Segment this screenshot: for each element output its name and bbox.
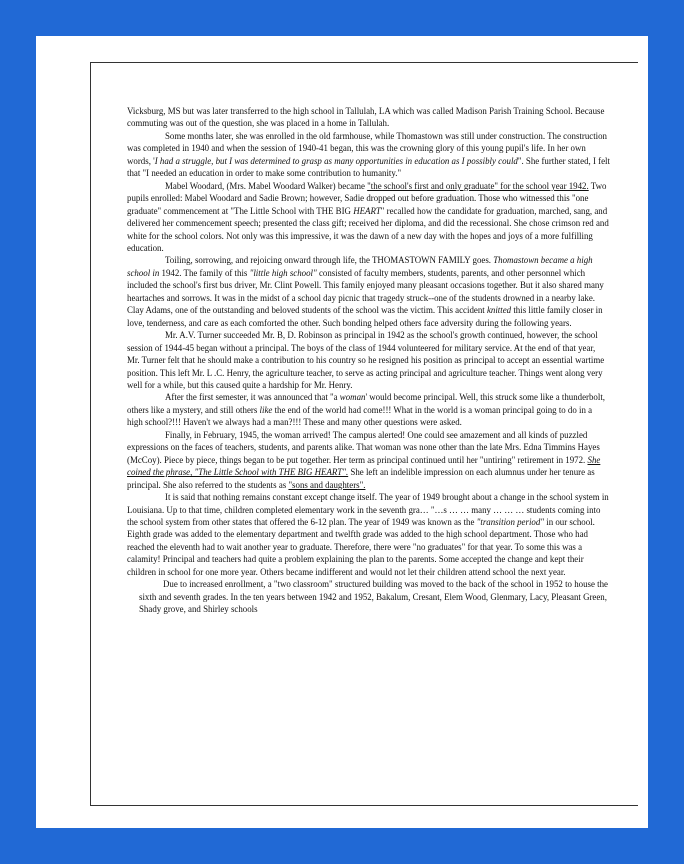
- paragraph: [127, 105, 610, 130]
- text-span: ". She further stated, I felt that "I needed an education in order to make some contribution to humanity.": [127, 155, 610, 179]
- paragraph: [127, 180, 610, 255]
- text-span: Mr. A.V. Turner succeeded Mr. B, D. Robinson as principal in 1942 as the school's growth continued, however, the school session of 1944-45 began without a principal. The boys of the class of 1944 volunteered for military service. At the end of that year, Mr. Turner felt that he should make a contribution to his country so he resigned his position as principal to accept an essential wartime position. This left Mr. L .C. Henry, the agriculture teacher, to serve as acting principal and agriculture teacher. Things went along very well for a while, but this caused quite a hardship for Mr. Henry.: [127, 330, 605, 390]
- text-span: consisted of faculty members, students, parents, and other personnel which included the school's first bus driver, Mr. Clint Powell. This family enjoyed many pleasant occasions together. But it also shared many heartaches and sorrows. It was in the midst of a school day picnic that tragedy struck--one of the students drowned in a nearby lake. Clay Adams, one of the outstanding and beloved students of the school was the victim. This accident: [127, 267, 604, 316]
- text-span: ' would become principal. Well, this struck some like a thunderbolt, others like a mystery, and still others: [127, 392, 606, 415]
- page-left-rule: [90, 62, 91, 806]
- text-span: After the first semester, it was announced that "a: [165, 392, 340, 403]
- text-span: the end of the world had come!!! What in the world is a woman principal going to do in a high school?!!! Haven't we always had a man?!!! These and many other questions were asked.: [127, 404, 593, 428]
- underlined-phrase: "sons and daughters".: [288, 479, 366, 490]
- paragraph: [127, 491, 610, 578]
- underlined-phrase: She coined the phrase, "The Little School with THE BIG HEART".: [127, 454, 601, 478]
- text-span: " recalled how the candidate for graduation, marched, sang, and delivered her commencement speech; presented the class gift; received her diploma, and did the recessional. She chose crimson red and white for the school colors. Not only was this impressive, it was the dawn of a new day with the hopes and joys of a more fulfilling education.: [127, 205, 609, 253]
- text-span: Due to increased enrollment, a "two classroom" structured building was moved to the back of the school in 1952 to house the sixth and seventh grades. In the ten years between 1942 and 1952, Bakalum, Cresant, Elem Wood, Glenmary, Lacy, Pleasant Green, Shady grove, and Shirley schools: [139, 579, 608, 615]
- document-page: [36, 36, 648, 828]
- paragraph: [127, 130, 610, 180]
- paragraph: [127, 329, 610, 391]
- text-span: Vicksburg, MS but was later transferred to the high school in Tallulah, LA which was called Madison Parish Training School. Because commuting was out of the question, she was placed in a home in Tallulah.: [127, 106, 605, 129]
- underlined-phrase: "the school's first and only graduate" for the school year 1942.: [367, 180, 589, 191]
- italic-word: HEART: [353, 205, 381, 216]
- text-span: Finally, in February, 1945, the woman arrived! The campus alerted! One could see amazement and all kinds of puzzled expressions on the faces of teachers, students, and parents alike. That woman was none other than the late Mrs. Edna Timmins Hayes (McCoy). Piece by piece, things began to be put together. Her term as principal continued until her "untiring" retirement in 1972.: [127, 429, 600, 465]
- text-span: Some months later, she was enrolled in the old farmhouse, while Thomastown was still under construction. The construction was completed in 1940 and when the session of 1940-41 began, this was the crowning glory of this young pupil's life. In her own words, ': [127, 130, 607, 166]
- italic-phrase: Thomastown became a high school in: [127, 255, 593, 278]
- text-span: Two pupils enrolled: Mabel Woodard and Sadie Brown; however, Sadie dropped out before graduation. Those who witnessed this "one graduate" commencement at "The Little School with THE BIG: [127, 180, 607, 216]
- document-body: [127, 105, 610, 616]
- italic-phrase: "little high school": [249, 267, 317, 278]
- paragraph: [127, 429, 610, 491]
- text-span: this little family closer in love, tenderness, and care as each comforted the other. Such bonding helped others face adversity during the following years.: [127, 305, 603, 328]
- page-bottom-rule: [90, 805, 638, 806]
- italic-word: woman: [339, 392, 366, 403]
- text-span: Toiling, sorrowing, and rejoicing onward through life, the THOMASTOWN FAMILY goes.: [165, 255, 494, 266]
- text-span: in our school. Eighth grade was added to the elementary department and twelfth grade was added to the high school department. Those who had reached the eleventh had to wait another year to graduate. Therefore, there were "no graduates" for that year. To some this was a calamity! Principal and teachers had quite a problem explaining the plan to the parents. Some accepted the change and kept their children in school for one more year. Others became indifferent and would not let their children attend school the next year.: [127, 516, 595, 577]
- text-span: It is said that nothing remains constant except change itself. The year of 1949 brought about a change in the school system in Louisiana. Up to that time, children completed elementary work in the seventh gra… "…s … … many … … … students coming into the school system from other states that offered the 6-12 plan. The year of 1949 was known as the: [127, 492, 609, 527]
- paragraph: [127, 254, 610, 329]
- page-top-rule: [90, 62, 638, 63]
- paragraph: [127, 391, 610, 428]
- italic-quote: I had a struggle, but I was determined to grasp as many opportunities in education as I possibly could: [154, 155, 518, 166]
- italic-word: knitted: [486, 305, 512, 316]
- text-span: Mabel Woodard, (Mrs. Mabel Woodard Walker) became: [165, 180, 368, 191]
- text-span: She left an indelible impression on each alumnus under her tenure as principal. She also referred to the students as: [127, 467, 595, 490]
- italic-phrase: "transition period": [476, 516, 545, 527]
- paragraph: [127, 578, 610, 615]
- italic-word: like: [259, 404, 273, 415]
- text-span: 1942. The family of this: [159, 267, 250, 278]
